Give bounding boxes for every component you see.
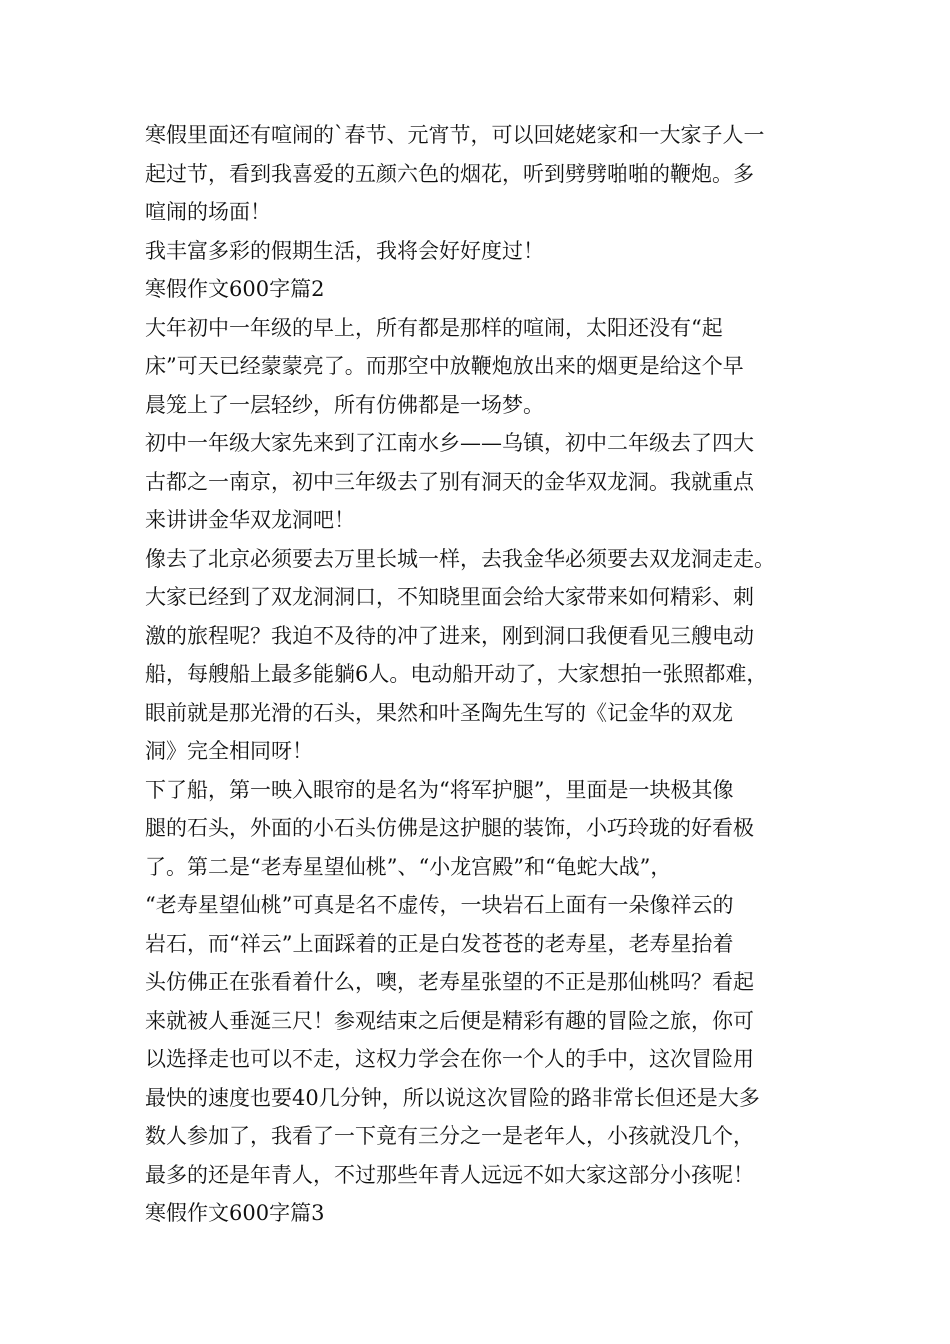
text-line: 喧闹的场面！: [145, 200, 271, 224]
text-line: 初中一年级大家先来到了江南水乡——乌镇，初中二年级去了四大: [145, 431, 754, 455]
text-line: 腿的石头，外面的小石头仿佛是这护腿的装饰，小巧玲珑的好看极: [145, 816, 754, 840]
text-line: 起过节，看到我喜爱的五颜六色的烟花，听到劈劈啪啪的鞭炮。多: [145, 161, 754, 186]
text-line: 大家已经到了双龙洞洞口，不知晓里面会给大家带来如何精彩、刺: [145, 585, 754, 609]
text-line: 头仿佛正在张看着什么，噢，老寿星张望的不正是那仙桃吗？看起: [145, 970, 754, 994]
text-line: 大年初中一年级的早上，所有都是那样的喧闹，太阳还没有“起: [145, 315, 723, 340]
text-line: 数人参加了，我看了一下竟有三分之一是老年人，小孩就没几个，: [145, 1124, 754, 1148]
text-line: 古都之一南京，初中三年级去了别有洞天的金华双龙洞。我就重点: [145, 469, 754, 494]
text-line: 以选择走也可以不走，这权力学会在你一个人的手中，这次冒险用: [145, 1047, 754, 1071]
text-line: “老寿星望仙桃”可真是名不虚传，一块岩石上面有一朵像祥云的: [145, 893, 734, 917]
text-line: 最快的速度也要40几分钟，所以说这次冒险的路非常长但还是大多: [145, 1085, 760, 1110]
text-line: 了。第二是“老寿星望仙桃”、“小龙宫殿”和“龟蛇大战”，: [145, 854, 672, 879]
text-line: 激的旅程呢？我迫不及待的冲了进来，刚到洞口我便看见三艘电动: [145, 623, 754, 648]
text-line: 最多的还是年青人，不过那些年青人远远不如大家这部分小孩呢！: [145, 1162, 754, 1187]
text-line: 来就被人垂涎三尺！参观结束之后便是精彩有趣的冒险之旅，你可: [145, 1008, 754, 1033]
text-line: 像去了北京必须要去万里长城一样，去我金华必须要去双龙洞走走。: [145, 546, 775, 571]
text-line: 来讲讲金华双龙洞吧！: [145, 508, 355, 532]
text-line: 眼前就是那光滑的石头，果然和叶圣陶先生写的《记金华的双龙: [145, 700, 733, 725]
text-line: 下了船，第一映入眼帘的是名为“将军护腿”，里面是一块极其像: [145, 777, 734, 802]
text-line: 船，每艘船上最多能躺6人。电动船开动了，大家想拍一张照都难，: [145, 662, 768, 686]
text-line: 岩石，而“祥云”上面踩着的正是白发苍苍的老寿星，老寿星抬着: [145, 931, 734, 956]
text-line: 晨笼上了一层轻纱，所有仿佛都是一场梦。: [145, 392, 544, 417]
text-line: 洞》完全相同呀！: [145, 739, 313, 763]
text-line: 寒假里面还有喧闹的`春节、元宵节，可以回姥姥家和一大家子人一: [145, 123, 765, 147]
section-heading: 寒假作文600字篇3: [145, 1201, 325, 1225]
section-heading: 寒假作文600字篇2: [145, 277, 325, 301]
text-line: 我丰富多彩的假期生活，我将会好好度过！: [145, 238, 544, 263]
document-body: [145, 116, 835, 1233]
text-line: 床”可天已经蒙蒙亮了。而那空中放鞭炮放出来的烟更是给这个早: [145, 354, 744, 378]
